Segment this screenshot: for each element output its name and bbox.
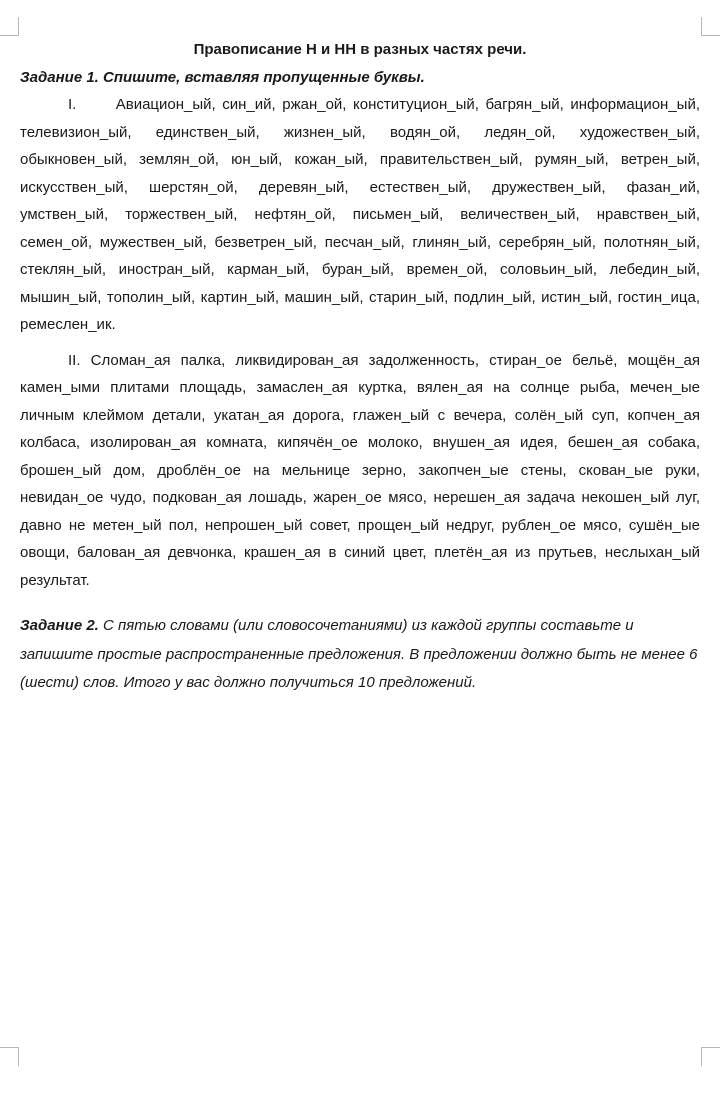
task1-heading: Задание 1. Спишите, вставляя пропущенные буквы. (20, 68, 425, 86)
document-title: Правописание Н и НН в разных частях речи. (193, 41, 527, 58)
spacer (20, 339, 700, 347)
task2-text: С пятью словами (или словосочетаниями) из каждой группы составьте и запишите простые распространенные предложения. В предложении должно быть не менее 6 (шести) слов. Итого у вас должно получиться 10 предложений. (20, 617, 698, 691)
crop-mark-top-left (0, 17, 19, 36)
crop-mark-bottom-left (0, 1047, 19, 1066)
task1-part1-text: I. Авиацион_ый, син_ий, ржан_ой, конституцион_ый, багрян_ый, информацион_ый, телевизион_ый, единствен_ый, жизнен_ый, водян_ой, ледян_ой, художествен_ый, обыкновен_ый, землян_ой, юн_ый, кожан_ый, правительствен_ый, румян_ый, ветрен_ый, искусствен_ый, шерстян_ой, деревян_ый, естествен_ый, дружествен_ый, фазан_ий, умствен_ый, торжествен_ый, нефтян_ой, письмен_ый, величествен_ый, нравствен_ый, семен_ой, мужествен_ый, безветрен_ый, песчан_ый, глинян_ый, серебрян_ый, полотнян_ый, стеклян_ый, иностран_ый, карман_ый, буран_ый, времен_ой, соловьин_ый, лебедин_ый, мышин_ый, тополин_ый, картин_ый, машин_ый, старин_ый, подлин_ый, истин_ый, гостин_ица, ремеслен_ик. (20, 96, 700, 333)
document-body (20, 36, 700, 698)
spacer (20, 594, 700, 612)
crop-mark-bottom-right (701, 1047, 720, 1066)
task1-part2-text: II. Сломан_ая палка, ликвидирован_ая задолженность, стиран_ое бельё, мощён_ая камен_ыми плитами площадь, замаслен_ая куртка, вялен_ая на солнце рыба, мечен_ые личным клеймом детали, укатан_ая дорога, глажен_ый с вечера, солён_ый суп, копчен_ая колбаса, изолирован_ая комната, кипячён_ое молоко, внушен_ая идея, бешен_ая собака, брошен_ый дом, дроблён_ое на мельнице зерно, закопчен_ые стены, скован_ые руки, невидан_ое чудо, подкован_ая лошадь, жарен_ое мясо, нерешен_ая задача некошен_ый луг, давно не метен_ый пол, непрошен_ый совет, прощен_ый недруг, рублен_ое мясо, сушён_ые овощи, балован_ая девчонка, крашен_ая в синий цвет, плетён_ая из прутьев, неслыхан_ый результат. (20, 351, 700, 589)
crop-mark-top-right (701, 17, 720, 36)
task2-label: Задание 2. (20, 617, 99, 634)
task2-block (20, 612, 700, 698)
